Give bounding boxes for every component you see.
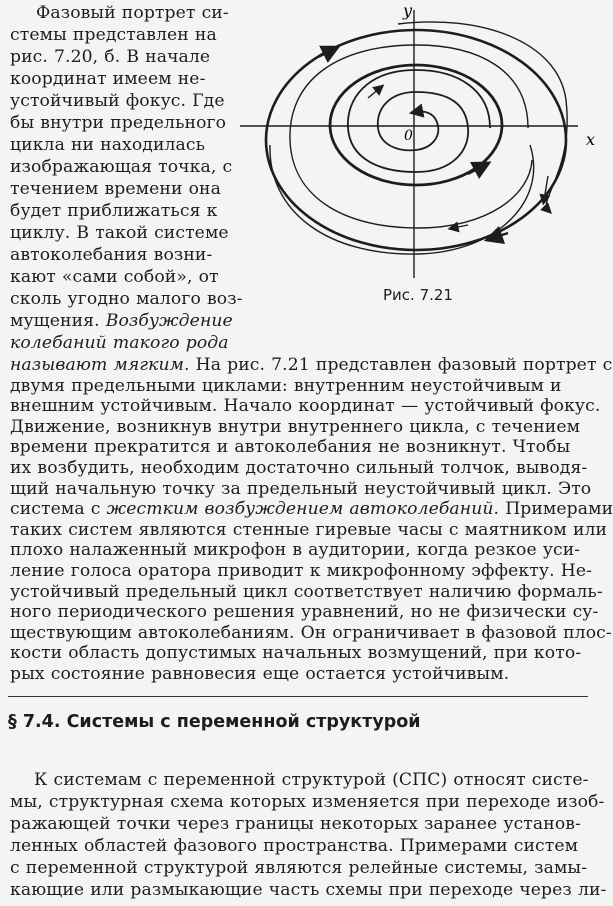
figure-caption: Рис. 7.21 [383,286,453,304]
italic-term: колебаний такого рода [10,333,229,353]
text-line: ление голоса оратора приводит к микрофонному эффекту. Не- [10,561,592,581]
text-line: ленных областей фазового пространства. Примерами систем [10,836,579,856]
text-span: На рис. 7.21 представлен фазовый портрет с [195,355,613,375]
text-line: мы, структурная схема которых изменяется при переходе изоб- [10,792,605,812]
text-line: устойчивый предельный цикл соответствует наличию формаль- [10,581,603,602]
italic-term: называют мягким. [10,355,190,375]
text-span: система с [10,499,101,520]
outer-spiral-top [398,22,567,210]
text-line: плохо налаженный микрофон в аудитории, когда резкое уси- [10,540,581,561]
text-line: рых состояние равновесия еще остается устойчивым. [10,664,510,684]
text-line: координат имеем не- [10,69,206,89]
text-line: стемы представлен на [10,25,217,45]
text-line: устойчивый фокус. Где [10,91,225,111]
text-line: таких систем являются стенные гиревые часы с маятником или [10,519,608,540]
section-divider [8,696,588,697]
outer-stable-cycle [266,30,566,250]
text-line: циклу. В такой системе [10,223,229,243]
text-line: кости область допустимых начальных возмущений, при кото- [10,643,582,664]
text-span: Примерами [505,499,613,520]
text-line: рис. 7.20, б. В начале [10,47,211,67]
text-line: внешним устойчивым. Начало координат — устойчивый фокус. [10,396,601,417]
text-line: кают «сами собой», от [10,267,219,287]
text-line: течением времени она [10,179,221,199]
text-line: времени прекратится и автоколебания не возникнут. Чтобы [10,437,571,458]
y-axis-label: y [403,1,413,20]
text-line: К системам с переменной структурой (СПС) относят систе- [34,770,589,790]
x-axis-label: x [586,130,596,149]
text-line: цикла ни находилась [10,135,206,155]
text-line: двумя предельными циклами: внутренним неустойчивым и [10,375,562,396]
text-line: ного периодического решения уравнений, но не физически су- [10,602,599,623]
text-line: их возбудить, необходим достаточно сильный толчок, выводя- [10,458,588,478]
text-line: изображающая точка, с [10,157,233,177]
text-line: бы внутри предельного [10,113,227,133]
section-title: § 7.4. Системы с переменной структурой [8,712,421,732]
phase-portrait-figure [248,0,600,290]
italic-term: Возбуждение [105,311,233,331]
italic-term: жестким возбуждением автоколебаний. [106,499,500,520]
inner-spiral-to-focus [348,70,490,172]
text-line: щий начальную точку за предельный неустойчивый цикл. Это [10,478,592,499]
origin-label: 0 [404,128,413,144]
inner-unstable-cycle [330,65,502,185]
text-line: Фазовый портрет си- [36,3,229,23]
text-line [10,498,613,520]
text-line [10,354,613,376]
text-line: автоколебания возни- [10,245,213,265]
text-span: мущения. [10,311,100,331]
text-line: будет приближаться к [10,201,218,221]
text-line [10,310,233,332]
text-line: ражающей точки через границы некоторых заранее установ- [10,814,581,834]
text-line: кающие или размыкающие часть схемы при переходе через ли- [10,880,607,900]
text-line: с переменной структурой являются релейные системы, замы- [10,858,588,878]
text-line: Движение, возникнув внутри внутреннего цикла, с течением [10,416,581,437]
text-line: ществующим автоколебаниям. Он ограничивает в фазовой плос- [10,622,612,643]
text-line: сколь угодно малого воз- [10,289,243,309]
